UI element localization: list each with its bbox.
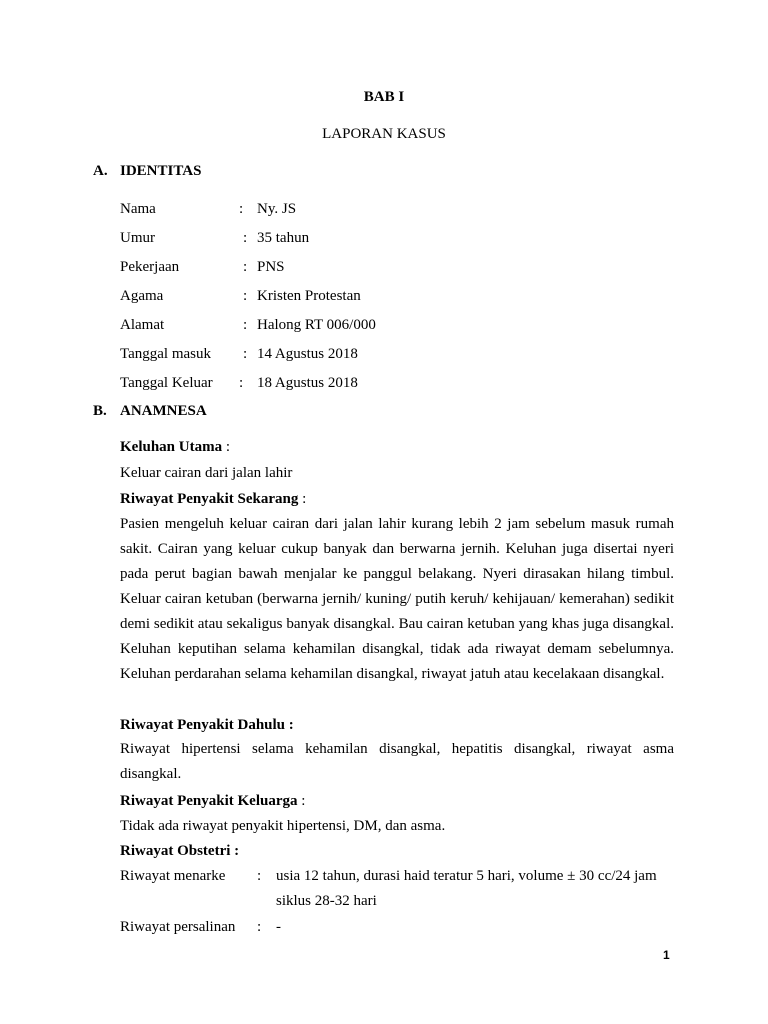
chapter-heading: BAB I [363,89,405,105]
rps-heading [120,490,306,508]
rpd-paragraph: Riwayat hipertensi selama kehamilan disangkal, hepatitis disangkal, riwayat asma disangkal. [120,741,674,782]
section-letter-b: B. [93,403,107,419]
keluhan-utama-text: Keluar cairan dari jalan lahir [120,465,293,481]
keluhan-utama-label: Keluhan Utama [120,439,223,455]
identity-value: 35 tahun [257,230,310,246]
identity-colon: : [243,288,248,304]
identity-colon: : [239,201,244,217]
identity-value: Halong RT 006/000 [257,317,376,333]
section-title-anamnesa: ANAMNESA [120,403,207,419]
persalinan-label: Riwayat persalinan [120,919,236,935]
identity-value: Ny. JS [257,201,297,217]
persalinan-colon: : [257,919,262,935]
identity-label: Pekerjaan [120,259,180,275]
identity-colon: : [243,230,248,246]
rpk-label: Riwayat Penyakit Keluarga [120,793,298,809]
page-number: 1 [663,948,670,962]
identity-colon: : [243,317,248,333]
identity-label: Tanggal masuk [120,346,212,362]
keluhan-utama-heading [120,438,230,456]
identity-label: Agama [120,288,164,304]
identity-colon: : [239,375,244,391]
rpk-heading [120,792,305,810]
obstetri-heading: Riwayat Obstetri : [120,843,240,859]
section-title-identitas: IDENTITAS [120,163,202,179]
identity-value: PNS [257,259,285,275]
identity-value: 18 Agustus 2018 [257,375,358,391]
rpk-colon: : [297,793,306,809]
rps-colon: : [298,491,307,507]
menarke-colon: : [257,868,262,884]
section-letter-a: A. [93,163,108,179]
keluhan-utama-colon: : [222,439,231,455]
persalinan-value: - [276,919,281,935]
rpk-text: Tidak ada riwayat penyakit hipertensi, DM, dan asma. [120,818,446,834]
rps-paragraph: Pasien mengeluh keluar cairan dari jalan lahir kurang lebih 2 jam sebelum masuk rumah sakit. Cairan yang keluar cukup banyak dan berwarna jernih. Keluhan juga disertai nyeri pada perut bagian bawah menjalar ke panggul belakang. Nyeri dirasakan hilang timbul. Keluar cairan ketuban (berwarna jernih/ kuning/ putih keruh/ kehijauan/ kemerahan) sedikit demi sedikit atau sekaligus banyak disangkal. Bau cairan ketuban yang khas juga disangkal. Keluhan keputihan selama kehamilan disangkal, tidak ada riwayat demam sebelumnya. Keluhan perdarahan selama kehamilan disangkal, riwayat jatuh atau kecelakaan disangkal. [120,516,674,682]
identity-label: Umur [120,230,155,246]
menarke-value: usia 12 tahun, durasi haid teratur 5 hari, volume ± 30 cc/24 jam [276,868,657,884]
chapter-title: LAPORAN KASUS [322,126,446,142]
identity-label: Nama [120,201,156,217]
identity-value: 14 Agustus 2018 [257,346,358,362]
identity-value: Kristen Protestan [257,288,361,304]
menarke-label: Riwayat menarke [120,868,226,884]
identity-colon: : [243,259,248,275]
rpd-heading: Riwayat Penyakit Dahulu : [120,717,294,733]
identity-colon: : [243,346,248,362]
identity-label: Tanggal Keluar [120,375,213,391]
menarke-value-line2: siklus 28-32 hari [276,893,377,909]
identity-label: Alamat [120,317,165,333]
rps-label: Riwayat Penyakit Sekarang [120,491,299,507]
